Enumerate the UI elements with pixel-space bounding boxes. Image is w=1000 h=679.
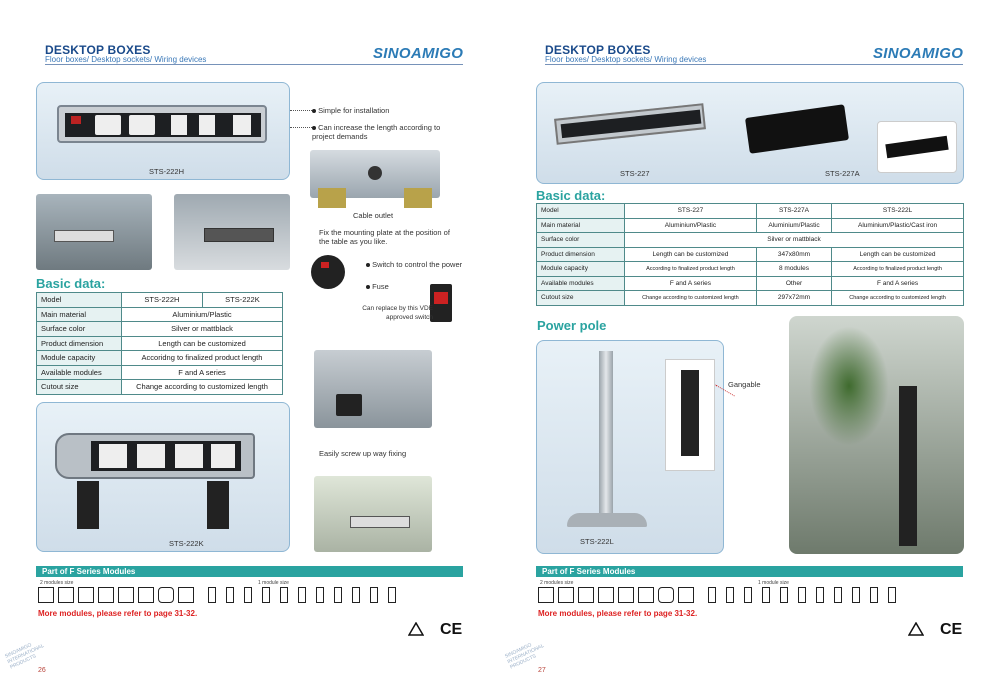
ce-mark: CE [440,621,463,638]
page-subtitle: Floor boxes/ Desktop sockets/ Wiring devices [45,55,207,64]
data-module-icon [798,587,806,603]
table-row: Product dimension Length can be customized 347x80mm Length can be customized [537,247,964,262]
modules-bar: Part of F Series Modules [536,566,963,577]
table-row: Main material Aluminium/Plastic [37,307,283,322]
page-number: 27 [538,667,546,674]
table-row: Model STS-222H STS-222K [37,293,283,308]
right-page [500,0,1000,679]
socket-icon [678,587,694,603]
more-modules-note: More modules, please refer to page 31-32. [38,609,198,618]
page-title: DESKTOP BOXES [45,43,151,57]
one-module-size-label: 1 module size [258,580,289,586]
photo-caption: STS-222H [149,167,185,176]
photo-caption: STS-222L [580,537,614,546]
stamp: SINOAMIGO INTERNATIONAL PRODUCTS [504,642,545,671]
round-socket-icon [158,587,174,603]
data-module-icon [816,587,824,603]
data-module-icon [298,587,306,603]
screw-note: Easily screw up way fixing [319,449,407,458]
data-module-icon [280,587,288,603]
brand-logo: SINOAMIGO [873,45,964,62]
socket-icon [78,587,94,603]
warning-triangle-icon [408,622,424,636]
one-module-size-label: 1 module size [758,580,789,586]
more-modules-note: More modules, please refer to page 31-32. [538,609,698,618]
product-photo-sts-222k [36,402,290,552]
header-rule [545,64,963,65]
data-module-icon [852,587,860,603]
data-module-icon [262,587,270,603]
office-photo-2 [174,194,290,270]
basic-data-title: Basic data: [536,188,606,203]
socket-icon [558,587,574,603]
ce-mark: CE [940,621,963,638]
switch-note: Switch to control the power [366,260,462,269]
data-module-icon [226,587,234,603]
socket-icon [58,587,74,603]
switch-photo [311,255,345,289]
office-photo-1 [36,194,152,270]
data-module-icon [316,587,324,603]
plant-desk-photo [314,476,432,552]
cable-outlet-label: Cable outlet [353,211,394,220]
stamp: SINOAMIGO INTERNATIONAL PRODUCTS [4,642,45,671]
table-row: Available modules F and A series [37,365,283,380]
replace-note: Can replace by this VDE approved switch [362,305,433,321]
socket-icon [618,587,634,603]
round-socket-icon [658,587,674,603]
data-module-icon [708,587,716,603]
socket-icon [578,587,594,603]
photo-caption: STS-227A [825,169,860,178]
fix-note: Fix the mounting plate at the position of the table as you like. [319,228,450,246]
table-row: Cutout size Change according to customized length [37,380,283,395]
gangable-label: Gangable [728,380,761,389]
fuse-note: Fuse [366,282,389,291]
page-title: DESKTOP BOXES [545,43,651,57]
table-row: Cutout size Change according to customized length 297x72mm Change according to customized length [537,291,964,306]
data-module-icon [744,587,752,603]
two-module-size-label: 2 modules size [540,580,574,586]
data-module-icon [780,587,788,603]
desktop-box-illustration [57,105,267,143]
page-subtitle: Floor boxes/ Desktop sockets/ Wiring devices [545,55,707,64]
schuko-socket-icon [538,587,554,603]
bullet-item: Can increase the length according to project demands [312,123,441,141]
socket-icon [598,587,614,603]
table-row: Surface color Silver or mattblack [37,322,283,337]
data-module-icon [834,587,842,603]
data-module-icon [352,587,360,603]
two-module-size-label: 2 modules size [40,580,74,586]
product-photo-sts-222h [36,82,290,180]
table-row: Module capacity Accoridng to finalized product length [37,351,283,366]
power-pole-photo [536,340,724,554]
blank-module-icon [888,587,896,603]
brand-logo: SINOAMIGO [373,45,464,62]
data-module-icon [370,587,378,603]
data-module-icon [870,587,878,603]
bullet-item: Simple for installation [312,106,389,115]
spec-table [36,292,283,395]
module-icons-row [538,587,958,607]
blank-module-icon [638,587,654,603]
table-row: Surface color Silver or mattblack [537,233,964,248]
screw-fixing-photo [314,350,432,428]
data-module-icon [334,587,342,603]
module-icons-row [38,587,458,607]
warning-triangle-icon [908,622,924,636]
data-module-icon [726,587,734,603]
power-pole-plant-photo [789,316,964,554]
socket-icon [118,587,134,603]
table-row: Available modules F and A series Other F and A series [537,276,964,291]
power-pole-title: Power pole [537,318,607,333]
socket-icon [178,587,194,603]
data-module-icon [762,587,770,603]
page-number: 26 [38,667,46,674]
photo-caption: STS-222K [169,539,204,548]
data-module-icon [208,587,216,603]
data-module-icon [244,587,252,603]
vde-switch-photo [430,284,452,322]
table-row: Main material Aluminium/Plastic Aluminium/Plastic Aluminium/Plastic/Cast iron [537,218,964,233]
blank-module-icon [388,587,396,603]
spec-table [536,203,964,306]
modules-bar: Part of F Series Modules [36,566,463,577]
table-row: Model STS-227 STS-227A STS-222L [537,204,964,219]
socket-icon [98,587,114,603]
photo-caption: STS-227 [620,169,650,178]
table-row: Product dimension Length can be customized [37,336,283,351]
basic-data-title: Basic data: [36,276,106,291]
schuko-socket-icon [38,587,54,603]
header-rule [45,64,463,65]
product-photo-sts-227 [536,82,964,184]
blank-module-icon [138,587,154,603]
table-row: Module capacity According to finalized product length 8 modules According to finalized product length [537,262,964,277]
